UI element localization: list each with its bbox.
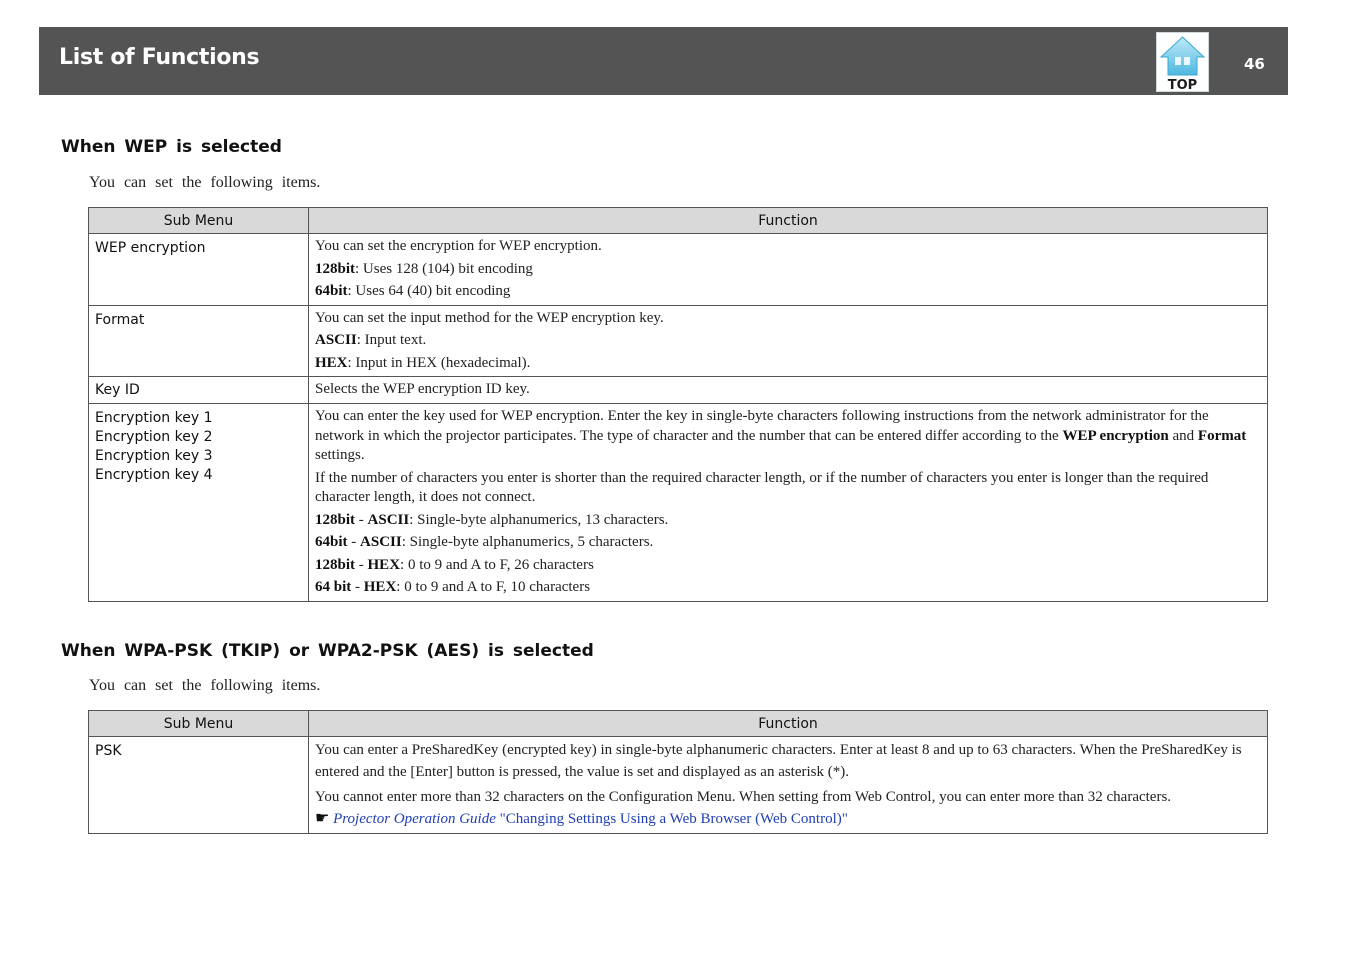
sub-menu-cell: [89, 305, 309, 377]
function-cell: [309, 737, 1268, 834]
sub-menu-cell: [89, 404, 309, 602]
function-text: You can set the input method for the WEP encryption key.: [315, 309, 664, 326]
sub-menu-label: WEP encryption: [95, 240, 206, 256]
table-row: [89, 404, 1268, 602]
column-header-sub-menu: Sub Menu: [89, 711, 309, 737]
function-option: 64bit: Uses 64 (40) bit encoding: [315, 283, 511, 299]
function-text: You cannot enter more than 32 characters on the Configuration Menu. When setting from Web Control, you can enter more than 32 characters. ☛ Projector Operation Guide "Changing Settings Using a Web Browser (Web Control)": [315, 789, 1172, 827]
page-title: List of Functions: [59, 45, 260, 70]
function-option: ASCII: Input text.: [315, 332, 427, 348]
table-header-row: [89, 208, 1268, 234]
table-header-row: [89, 711, 1268, 737]
page-number: 46: [1244, 55, 1265, 73]
sub-menu-cell: [89, 737, 309, 834]
sub-menu-cell: [89, 377, 309, 404]
section-title-wpa: When WPA-PSK (TKIP) or WPA2-PSK (AES) is selected: [61, 641, 594, 661]
function-option: HEX: Input in HEX (hexadecimal).: [315, 354, 531, 371]
function-text: Selects the WEP encryption ID key.: [315, 381, 530, 397]
table-row: [89, 737, 1268, 834]
function-text: You can enter a PreSharedKey (encrypted key) in single-byte alphanumeric characters. Enter at least 8 and up to 63 characters. When the PreSharedKey is entered and the [Enter] button is pressed, the value is set and displayed as an asterisk (*).: [315, 742, 1242, 780]
top-home-icon[interactable]: [1156, 32, 1209, 92]
sub-menu-label: Key ID: [95, 382, 140, 398]
function-cell: [309, 377, 1268, 404]
function-option: 128bit: Uses 128 (104) bit encoding: [315, 260, 533, 277]
table-row: [89, 234, 1268, 306]
function-option: 128bit - HEX: 0 to 9 and A to F, 26 characters: [315, 556, 594, 573]
column-header-function: Function: [309, 208, 1268, 234]
wep-settings-table: [88, 207, 1268, 602]
reference-link[interactable]: Projector Operation Guide "Changing Settings Using a Web Browser (Web Control)": [333, 811, 848, 827]
function-cell: [309, 404, 1268, 602]
sub-menu-cell: [89, 234, 309, 306]
column-header-function: Function: [309, 711, 1268, 737]
column-header-sub-menu: Sub Menu: [89, 208, 309, 234]
section-intro-wep: You can set the following items.: [89, 174, 321, 191]
section-intro-wpa: You can set the following items.: [89, 677, 321, 694]
function-option: 128bit - ASCII: Single-byte alphanumerics, 13 characters.: [315, 511, 669, 528]
function-cell: [309, 305, 1268, 377]
function-text: You can enter the key used for WEP encryption. Enter the key in single-byte characters following instructions from the network administrator for the network in which the projector participates. The type of character and the number that can be entered differ according to the WEP encryption and Format settings.: [315, 408, 1247, 463]
sub-menu-label: Encryption key 1: [95, 410, 213, 426]
sub-menu-label: Encryption key 3: [95, 448, 213, 464]
sub-menu-label: Encryption key 4: [95, 467, 213, 483]
function-text: If the number of characters you enter is shorter than the required character length, or if the number of characters you enter is longer than the required character length, it does not connect.: [315, 469, 1209, 505]
function-cell: [309, 234, 1268, 306]
function-text: You can set the encryption for WEP encryption.: [315, 238, 602, 254]
page-header: [39, 27, 1288, 95]
function-option: 64 bit - HEX: 0 to 9 and A to F, 10 characters: [315, 579, 591, 595]
function-option: 64bit - ASCII: Single-byte alphanumerics, 5 characters.: [315, 534, 654, 550]
table-row: [89, 377, 1268, 404]
top-icon-label: TOP: [1167, 78, 1198, 91]
section-title-wep: When WEP is selected: [61, 137, 282, 157]
reference-hand-icon: ☛: [315, 810, 330, 827]
table-row: [89, 305, 1268, 377]
sub-menu-label: PSK: [95, 743, 122, 759]
sub-menu-label: Format: [95, 311, 145, 328]
wpa-settings-table: [88, 710, 1268, 834]
sub-menu-label: Encryption key 2: [95, 429, 213, 445]
